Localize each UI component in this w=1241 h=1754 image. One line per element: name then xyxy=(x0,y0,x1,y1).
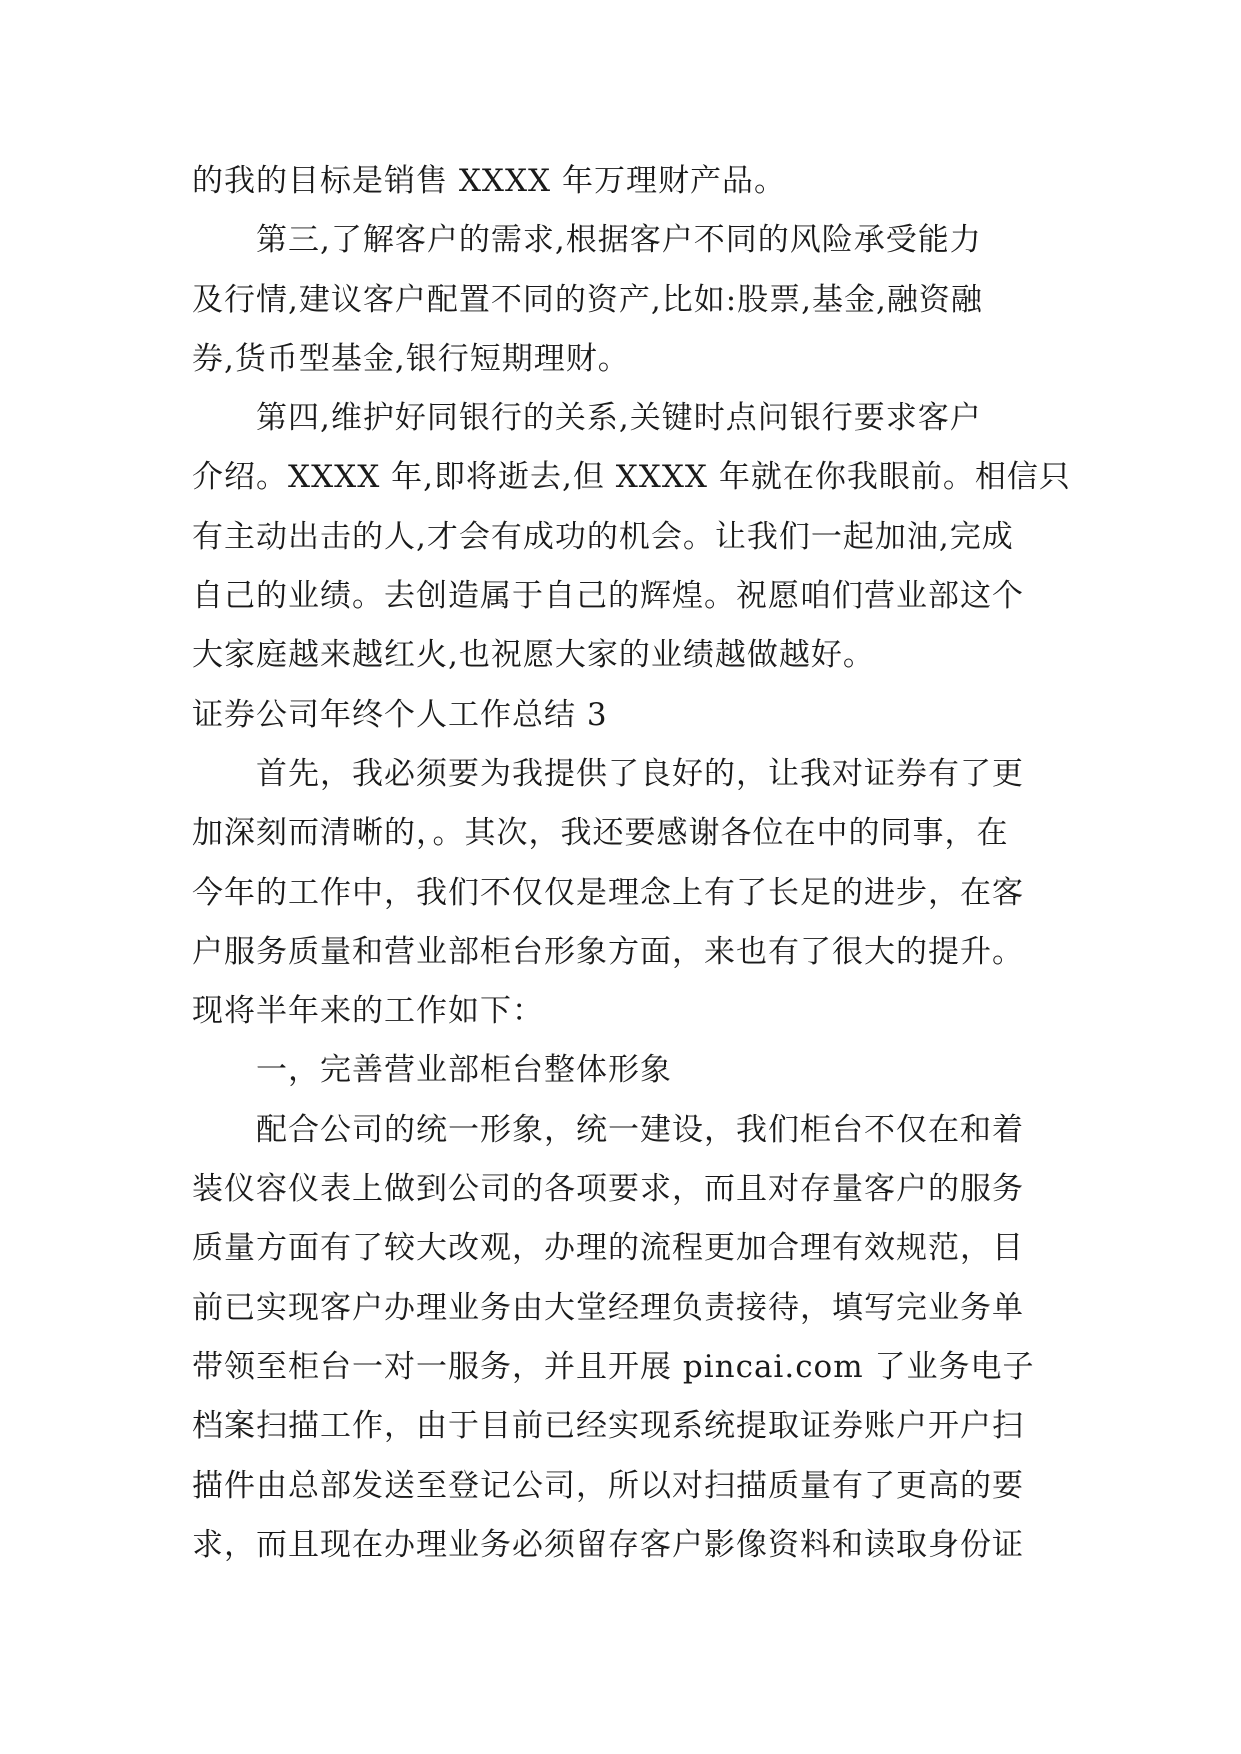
text-line: 装仪容仪表上做到公司的各项要求，而且对存量客户的服务 xyxy=(192,1171,1024,1208)
text-line: 配合公司的统一形象，统一建设，我们柜台不仅在和着 xyxy=(256,1111,1024,1148)
text-line: 描件由总部发送至登记公司，所以对扫描质量有了更高的要 xyxy=(192,1467,1024,1504)
text-line: 求，而且现在办理业务必须留存客户影像资料和读取身份证 xyxy=(192,1526,1024,1563)
text-line: 现将半年来的工作如下： xyxy=(192,993,544,1030)
text-line: 第三,了解客户的需求,根据客户不同的风险承受能力 xyxy=(256,222,982,259)
text-line: 介绍。XXXX 年,即将逝去,但 XXXX 年就在你我眼前。相信只 xyxy=(192,459,1071,496)
text-line: 自己的业绩。去创造属于自己的辉煌。祝愿咱们营业部这个 xyxy=(192,578,1024,615)
text-line: 今年的工作中，我们不仅仅是理念上有了长足的进步，在客 xyxy=(192,874,1024,911)
text-line: 档案扫描工作，由于目前已经实现系统提取证券账户开户扫 xyxy=(192,1408,1024,1445)
text-line: 户服务质量和营业部柜台形象方面，来也有了很大的提升。 xyxy=(192,933,1024,970)
text-line: 前已实现客户办理业务由大堂经理负责接待，填写完业务单 xyxy=(192,1289,1024,1326)
text-line: 带领至柜台一对一服务，并且开展 pincai.com 了业务电子 xyxy=(192,1348,1035,1385)
text-line: 及行情,建议客户配置不同的资产,比如:股票,基金,融资融 xyxy=(192,281,983,318)
text-line: 证券公司年终个人工作总结 3 xyxy=(192,696,608,733)
text-line: 券,货币型基金,银行短期理财。 xyxy=(192,340,630,377)
text-line: 的我的目标是销售 XXXX 年万理财产品。 xyxy=(192,163,786,199)
text-line: 质量方面有了较大改观，办理的流程更加合理有效规范，目 xyxy=(192,1230,1024,1267)
text-line: 有主动出击的人,才会有成功的机会。让我们一起加油,完成 xyxy=(192,518,1014,555)
text-line: 第四,维护好同银行的关系,关键时点问银行要求客户 xyxy=(256,400,982,437)
text-line: 大家庭越来越红火,也祝愿大家的业绩越做越好。 xyxy=(192,637,875,674)
document-body xyxy=(192,152,1072,1575)
text-line: 一，完善营业部柜台整体形象 xyxy=(256,1052,672,1089)
text-line: 首先，我必须要为我提供了良好的，让我对证券有了更 xyxy=(256,755,1024,792)
text-line: 加深刻而清晰的，。其次，我还要感谢各位在中的同事，在 xyxy=(192,815,1009,852)
